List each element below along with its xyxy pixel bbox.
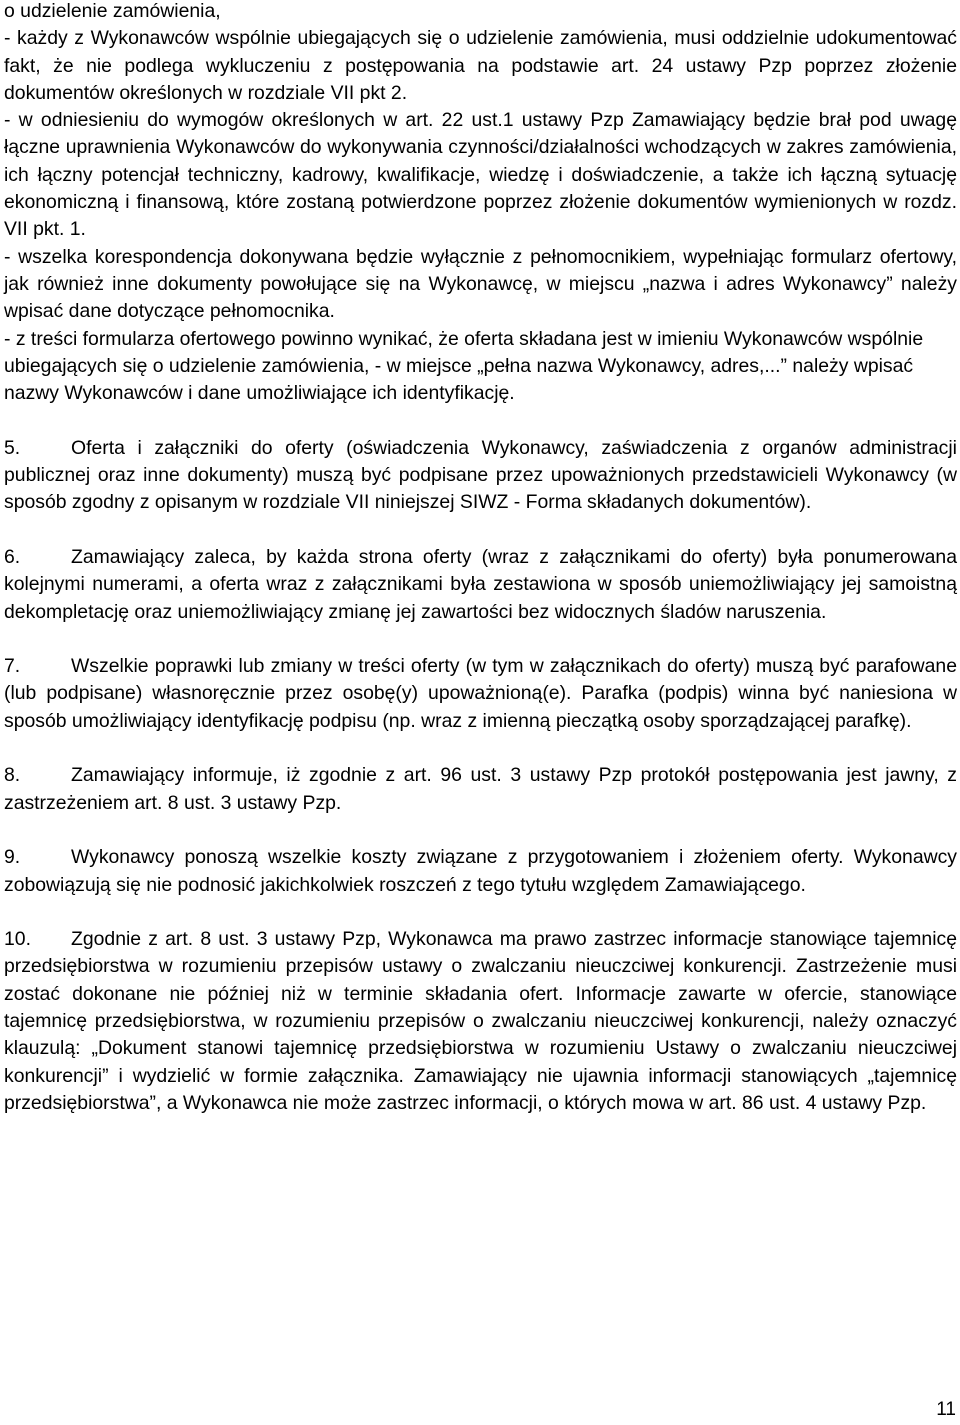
section-number: 9.: [4, 846, 21, 869]
paragraph-offer-form: - z treści formularza ofertowego powinno wynikać, że oferta składana jest w imieniu Wykonawców wspólnie ubiegających się o udzielenie zamówienia, - w miejsce „pełna nazwa Wykonawcy, adres,...” należy wpisać nazwy Wykonawców i dane umożliwiające ich identyfikację.: [4, 327, 924, 405]
section-text: Oferta i załączniki do oferty (oświadczenia Wykonawcy, zaświadczenia z organów administracji publicznej oraz inne dokumenty) muszą być podpisane przez upoważnionych przedstawicieli Wykonawcy (w sposób zgodny z opisanym w rozdziale VII niniejszej SIWZ - Forma składanych dokumentów).: [4, 436, 957, 514]
intro-line: o udzielenie zamówienia,: [4, 0, 221, 22]
paragraph-correspondence: - wszelka korespondencja dokonywana będzie wyłącznie z pełnomocnikiem, wypełniając formularz ofertowy, jak również inne dokumenty powołujące się na Wykonawcę, w miejscu „nazwa i adres Wykonawcy” należy wpisać dane dotyczące pełnomocnika.: [4, 245, 957, 323]
section-8: [4, 762, 957, 817]
section-number: 6.: [4, 545, 21, 568]
section-9: [4, 844, 957, 899]
section-10: [4, 926, 957, 1117]
section-6: [4, 544, 957, 626]
section-7: [4, 653, 957, 735]
paragraph-separate-documentation: - każdy z Wykonawców wspólnie ubiegających się o udzielenie zamówienia, musi oddzielnie udokumentować fakt, że nie podlega wykluczeniu z postępowania na podstawie art. 24 ustawy Pzp poprzez złożenie dokumentów określonych w rozdziale VII pkt 2.: [4, 27, 957, 104]
section-text: Wszelkie poprawki lub zmiany w treści oferty (w tym w załącznikach do oferty) muszą być parafowane (lub podpisane) własnoręcznie przez osobę(y) upoważnioną(e). Parafka (podpis) winna być naniesiona w sposób umożliwiający identyfikację podpisu (np. wraz z imienną pieczątką osoby sporządzającej parafkę).: [4, 655, 957, 732]
section-number: 5.: [4, 436, 21, 459]
section-text: Zamawiający informuje, iż zgodnie z art. 96 ust. 3 ustawy Pzp protokół postępowania jest jawny, z zastrzeżeniem art. 8 ust. 3 ustawy Pzp.: [4, 764, 957, 814]
section-text: Zamawiający zaleca, by każda strona oferty (wraz z załącznikami do oferty) była ponumerowana kolejnymi numerami, a oferta wraz z załącznikami była zestawiona w sposób uniemożliwiający jej samoistną dekompletację oraz uniemożliwiający zmianę jej zawartości bez widocznych śladów naruszenia.: [4, 545, 957, 623]
section-number: 8.: [4, 764, 21, 787]
section-5: [4, 435, 957, 517]
paragraph-joint-requirements: - w odniesieniu do wymogów określonych w art. 22 ust.1 ustawy Pzp Zamawiający będzie brał pod uwagę łączne uprawnienia Wykonawców do wykonywania czynności/działalności wchodzących w zakres zamówienia, ich łączny potencjał techniczny, kadrowy, kwalifikacje, wiedzę i doświadczenie, a także ich łączną sytuację ekonomiczną i finansową, które zostaną potwierdzone poprzez złożenie dokumentów wymienionych w rozdz. VII pkt. 1.: [4, 109, 957, 241]
section-text: Zgodnie z art. 8 ust. 3 ustawy Pzp, Wykonawca ma prawo zastrzec informacje stanowiące tajemnicę przedsiębiorstwa w rozumieniu przepisów ustawy o zwalczaniu nieuczciwej konkurencji. Zastrzeżenie musi zostać dokonane nie później niż w terminie składania ofert. Informacje zawarte w ofercie, stanowiące tajemnicę przedsiębiorstwa, w rozumieniu przepisów o zwalczaniu nieuczciwej konkurencji, należy oznaczyć klauzulą: „Dokument stanowi tajemnicę przedsiębiorstwa w rozumieniu Ustawy o zwalczaniu nieuczciwej konkurencji” i wydzielić w formie załącznika. Zamawiający nie ujawnia informacji stanowiących „tajemnicę przedsiębiorstwa”, a Wykonawca nie może zastrzec informacji, o których mowa w art. 86 ust. 4 ustawy Pzp.: [4, 928, 957, 1114]
section-number: 7.: [4, 655, 21, 678]
page-number: 11: [936, 1398, 956, 1420]
document-body: [4, 0, 957, 1117]
section-number: 10.: [4, 928, 31, 951]
section-text: Wykonawcy ponoszą wszelkie koszty związane z przygotowaniem i złożeniem oferty. Wykonawcy zobowiązują się nie podnosić jakichkolwiek roszczeń z tego tytułu względem Zamawiającego.: [4, 846, 957, 896]
